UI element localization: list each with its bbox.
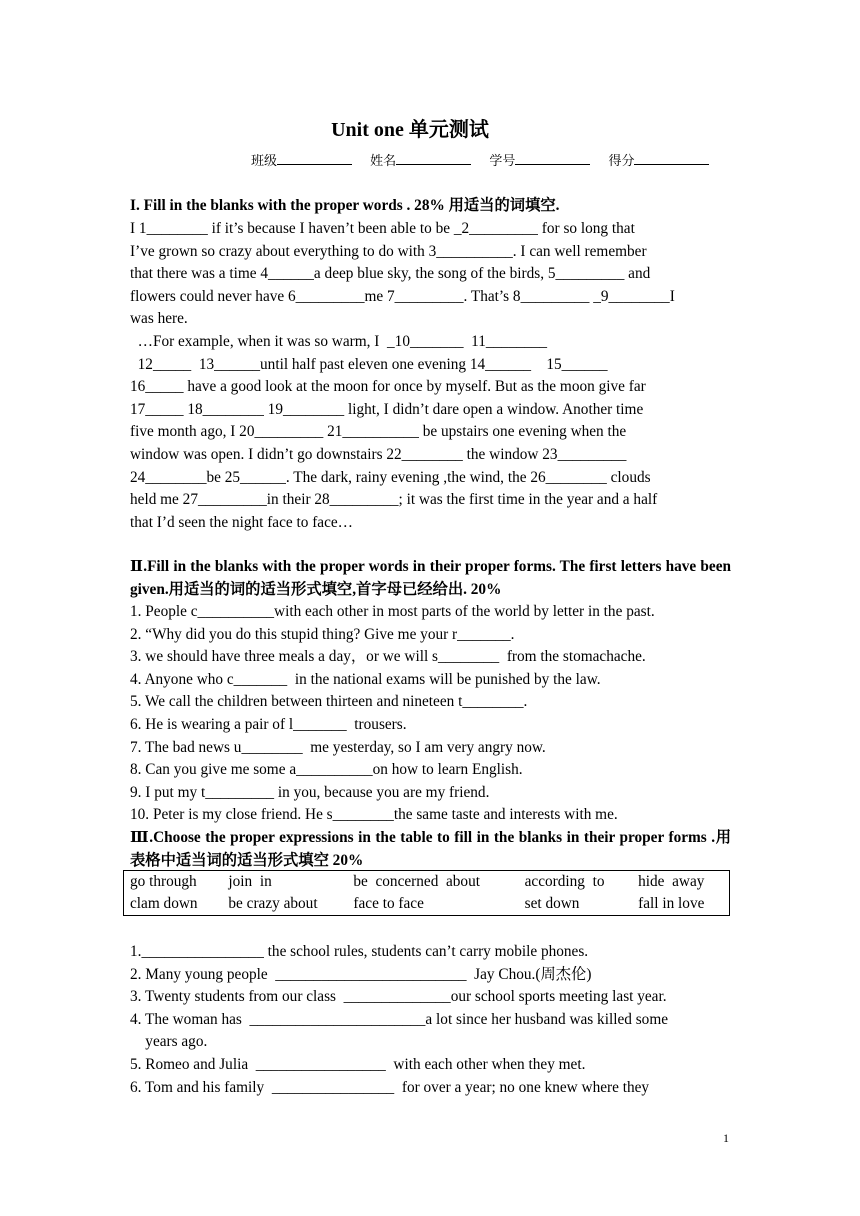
expression-cell: face to face [353, 895, 424, 912]
class-blank[interactable] [277, 152, 352, 165]
passage-line: 16_____ have a good look at the moon for once by myself. But as the moon give far [130, 378, 646, 396]
passage-line: held me 27_________in their 28_________; it was the first time in the year and a half [130, 491, 658, 509]
passage-line: 12_____ 13______until half past eleven one evening 14______ 15______ [130, 355, 608, 373]
question-item: 5. We call the children between thirteen and nineteen t________. [130, 693, 528, 711]
section-1-heading: I. Fill in the blanks with the proper words . 28% 用适当的词填空. [130, 197, 560, 214]
name-label: 姓名 [370, 154, 397, 169]
question-item: 4. Anyone who c_______ in the national exams will be punished by the law. [130, 670, 601, 688]
page-title: Unit one 单元测试 [331, 119, 489, 141]
expressions-table [123, 870, 730, 916]
expression-cell: be crazy about [228, 895, 318, 912]
passage-line: was here. [130, 310, 188, 328]
passage-line: 24________be 25______. The dark, rainy evening ,the wind, the 26________ clouds [130, 468, 651, 486]
name-blank[interactable] [396, 152, 471, 165]
passage-line: I’ve grown so crazy about everything to do with 3__________. I can well remember [130, 242, 647, 260]
score-label: 得分 [608, 154, 635, 169]
expression-cell: fall in love [638, 895, 705, 912]
question-item: 2. Many young people _________________________ Jay Chou.(周杰伦) [130, 965, 592, 983]
question-item: 6. He is wearing a pair of l_______ trousers. [130, 715, 407, 733]
question-item: 9. I put my t_________ in you, because you are my friend. [130, 783, 490, 801]
section-3-items [130, 941, 731, 1099]
passage-line: 17_____ 18________ 19________ light, I didn’t dare open a window. Another time [130, 400, 644, 418]
question-item: 3. we should have three meals a day，or we will s________ from the stomachache. [130, 648, 646, 666]
expression-cell: hide away [638, 873, 705, 890]
question-item: 3. Twenty students from our class ______________our school sports meeting last year. [130, 988, 667, 1006]
question-item: 10. Peter is my close friend. He s________the same taste and interests with me. [130, 806, 618, 824]
expression-cell: join in [228, 873, 272, 890]
expression-cell: clam down [130, 895, 198, 912]
student-info-line [251, 150, 723, 169]
question-item: 2. “Why did you do this stupid thing? Give me your r_______. [130, 625, 515, 643]
question-item: 5. Romeo and Julia _________________ with each other when they met. [130, 1055, 586, 1073]
page-number: 1 [723, 1131, 729, 1145]
passage-line: I 1________ if it’s because I haven’t been able to be _2_________ for so long that [130, 220, 635, 237]
passage-line: five month ago, I 20_________ 21__________ be upstairs one evening when the [130, 423, 627, 441]
section-3-heading: Ⅲ.Choose the proper expressions in the table to fill in the blanks in their proper forms .用表格中适当词的适当形式填空 20% [130, 829, 731, 869]
class-label: 班级 [251, 154, 278, 169]
passage-line: that there was a time 4______a deep blue sky, the song of the birds, 5_________ and [130, 265, 651, 283]
expression-cell: go through [130, 873, 197, 890]
table-row [124, 893, 730, 916]
table-row [124, 871, 730, 894]
number-label: 学号 [489, 154, 516, 169]
passage-line: that I’d seen the night face to face… [130, 513, 353, 531]
question-item: years ago. [130, 1033, 208, 1051]
question-item: 1.________________ the school rules, students can’t carry mobile phones. [130, 943, 589, 960]
score-blank[interactable] [634, 152, 709, 165]
question-item: 7. The bad news u________ me yesterday, so I am very angry now. [130, 738, 546, 756]
expression-cell: be concerned about [353, 873, 480, 890]
expression-cell: set down [524, 895, 580, 912]
expression-cell: according to [524, 873, 605, 890]
number-blank[interactable] [515, 152, 590, 165]
section-2-items [130, 601, 731, 827]
question-item: 8. Can you give me some a__________on how to learn English. [130, 761, 523, 779]
passage-line: flowers could never have 6_________me 7_________. That’s 8_________ _9________I [130, 287, 675, 305]
section-2-heading: Ⅱ.Fill in the blanks with the proper words in their proper forms. The first letters have been given.用适当的词的适当形式填空,首字母已经给出. 20% [130, 558, 731, 598]
passage-line: …For example, when it was so warm, I _10_______ 11________ [130, 332, 548, 350]
section-1-passage [130, 218, 731, 534]
question-item: 6. Tom and his family ________________ for over a year; no one knew where they [130, 1078, 650, 1096]
question-item: 1. People c__________with each other in most parts of the world by letter in the past. [130, 603, 655, 620]
question-item: 4. The woman has _______________________a lot since her husband was killed some [130, 1010, 669, 1028]
passage-line: window was open. I didn’t go downstairs 22________ the window 23_________ [130, 445, 627, 463]
